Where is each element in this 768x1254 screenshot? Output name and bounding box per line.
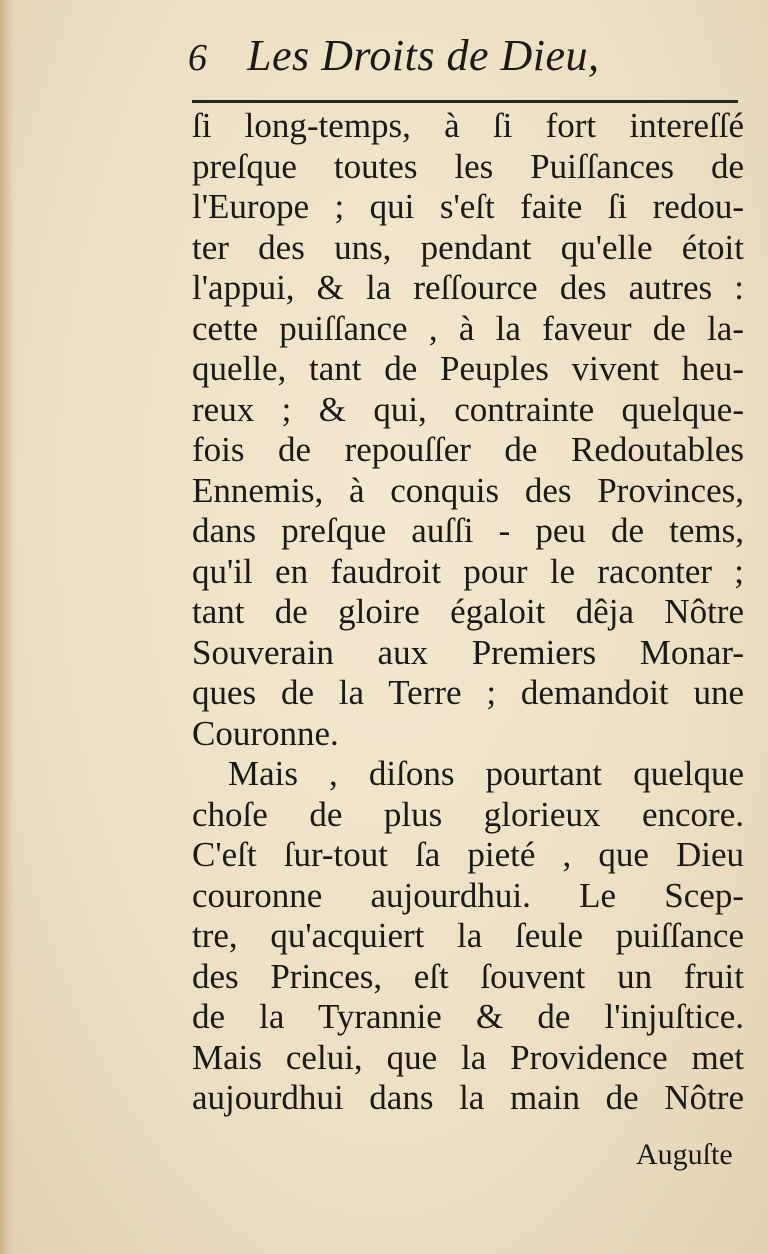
text-line: l'Europe ; qui s'eſt faite ſi redou- xyxy=(192,187,744,226)
running-header xyxy=(188,30,600,100)
page-number: 6 xyxy=(188,37,207,79)
text-line: reux ; & qui, contrainte quelque- xyxy=(192,389,744,429)
text-line: des Princes, eſt ſouvent un fruit xyxy=(192,956,744,996)
text-line: ques de la Terre ; demandoit une xyxy=(192,673,744,712)
text-line: aujourdhui dans la main de Nôtre xyxy=(192,1078,744,1117)
text-line: Mais celui, que la Providence met xyxy=(192,1037,744,1077)
text-line: dans preſque auſſi - peu de tems, xyxy=(192,511,744,550)
body-text xyxy=(192,106,752,1119)
text-line: fois de repouſſer de Redoutables xyxy=(192,430,744,469)
text-line: cette puiſſance , à la faveur de la- xyxy=(192,308,744,348)
text-line: ter des uns, pendant qu'elle étoit xyxy=(192,227,744,267)
header-rule xyxy=(192,100,738,103)
text-line: quelle, tant de Peuples vivent heu- xyxy=(192,349,744,388)
text-line: tre, qu'acquiert la ſeule puiſſance xyxy=(192,916,744,955)
text-line: l'appui, & la reſſource des autres : xyxy=(192,268,744,307)
text-line: Couronne. xyxy=(192,713,339,753)
text-line: de la Tyrannie & de l'injuſtice. xyxy=(192,997,744,1036)
text-line: C'eſt ſur-tout ſa pieté , que Dieu xyxy=(192,835,744,874)
text-line: Souverain aux Premiers Monar- xyxy=(192,632,744,672)
text-line: couronne aujourdhui. Le Scep- xyxy=(192,875,744,915)
text-line: Ennemis, à conquis des Provinces, xyxy=(192,470,744,510)
running-title: Les Droits de Dieu, xyxy=(247,31,600,80)
catchword: Auguſte xyxy=(636,1138,733,1171)
page-gutter xyxy=(0,0,14,1254)
text-line: choſe de plus glorieux encore. xyxy=(192,794,744,834)
text-line: Mais , diſons pourtant quelque xyxy=(228,754,744,793)
text-line: ſi long-temps, à ſi fort intereſſé xyxy=(192,106,744,145)
text-line: tant de gloire égaloit dêja Nôtre xyxy=(192,592,744,631)
text-line: qu'il en faudroit pour le raconter ; xyxy=(192,551,744,591)
text-line: preſque toutes les Puiſſances de xyxy=(192,146,744,186)
